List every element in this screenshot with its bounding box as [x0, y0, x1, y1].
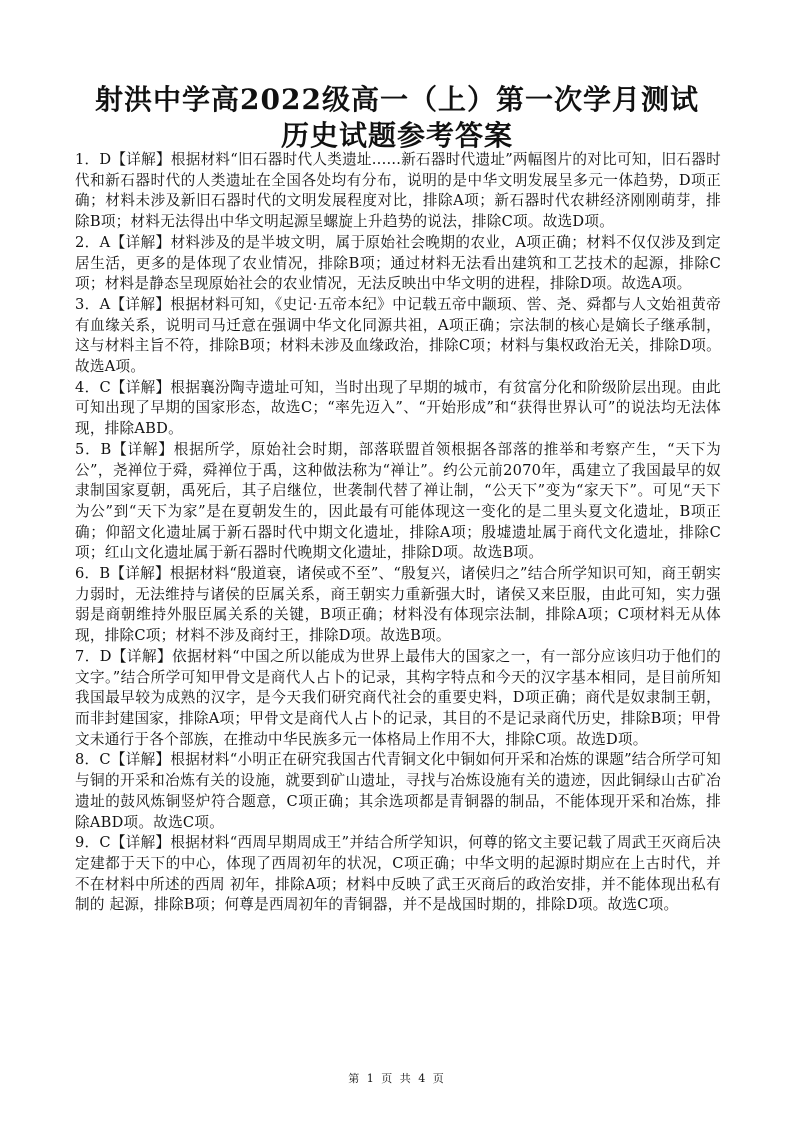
page-number: 第 1 页 共 4 页 — [348, 1072, 446, 1085]
answer-item-1: 1．D【详解】根据材料“旧石器时代人类遗址......新石器时代遗址”两幅图片的对比可知，旧石器时代和新石器时代的人类遗址在全国各处均有分布，说明的是中华文明发展呈多元一体趋势，D项正确；材料未涉及新旧石器时代的文明发展程度对比，排除A项；新石器时代农耕经济刚刚萌芽，排除B项；材料无法得出中华文明起源呈螺旋上升趋势的说法，排除C项。故选D项。 — [75, 151, 721, 231]
answer-item-9: 9．C【详解】根据材料“西周早期周成王”并结合所学知识，何尊的铭文主要记载了周武王灭商后决定建都于天下的中心，体现了西周初年的状况，C项正确；中华文明的起源时期应在上古时代，并不在材料中所述的西周 初年，排除A项；材料中反映了武王灭商后的政治安排，并不能体现出私有制的 起源，排除B项；何尊是西周初年的青铜器，并不是战国时期的，排除D项。故选C项。 — [75, 834, 721, 914]
answer-item-6: 6．B【详解】根据材料“殷道衰，诸侯或不至”、“殷复兴，诸侯归之”结合所学知识可知，商王朝实力弱时，无法维持与诸侯的臣属关系，商王朝实力重新强大时，诸侯又来臣服，由此可知，实力强弱是商朝维持外服臣属关系的关键，B项正确；材料没有体现宗法制，排除A项；C项材料无从体现，排除C项；材料不涉及商纣王，排除D项。故选B项。 — [75, 565, 721, 645]
answer-item-7: 7．D【详解】依据材料“中国之所以能成为世界上最伟大的国家之一，有一部分应该归功于他们的文字。”结合所学可知甲骨文是商代人占卜的记录，其构字特点和今天的汉字基本相同，是目前所知我国最早较为成熟的汉字，是今天我们研究商代社会的重要史料，D项正确；商代是奴隶制王朝，而非封建国家，排除A项；甲骨文是商代人占卜的记录，其目的不是记录商代历史，排除B项；甲骨文未通行于各个部族，在推动中华民族多元一体格局上作用不大，排除C项。故选D项。 — [75, 647, 721, 748]
document-subtitle: 历史试题参考答案 — [280, 119, 513, 152]
answer-item-4: 4．C【详解】根据襄汾陶寺遗址可知，当时出现了早期的城市，有贫富分化和阶级阶层出现。由此可知出现了早期的国家形态，故选C；“率先迈入”、“开始形成”和“获得世界认可”的说法均无法体现，排除ABD。 — [75, 378, 721, 438]
answer-item-8: 8．C【详解】根据材料“小明正在研究我国古代青铜文化中铜如何开采和冶炼的课题”结合所学可知与铜的开采和冶炼有关的设施，就要到矿山遗址，寻找与冶炼设施有关的遗迹，因此铜绿山古矿冶遗址的鼓风炼铜竖炉符合题意，C项正确；其余选项都是青铜器的制品，不能体现开采和冶炼，排除ABD项。故选C项。 — [75, 751, 721, 831]
answer-item-3: 3．A【详解】根据材料可知，《史记·五帝本纪》中记载五帝中颛顼、喾、尧、舜都与人文始祖黄帝有血缘关系，说明司马迁意在强调中华文化同源共祖，A项正确；宗法制的核心是嫡长子继承制，这与材料主旨不符，排除B项；材料未涉及血缘政治，排除C项；材料与集权政治无关，排除D项。故选A项。 — [75, 295, 721, 376]
answer-list — [75, 150, 721, 916]
answer-item-5: 5．B【详解】根据所学，原始社会时期，部落联盟首领根据各部落的推举和考察产生，“天下为公”，尧禅位于舜，舜禅位于禹，这种做法称为“禅让”。约公元前2070年，禹建立了我国最早的奴隶制国家夏朝，禹死后，其子启继位，世袭制代替了禅让制，“公天下”变为“家天下”。可见“天下为公”到“天下为家”是在夏朝发生的，因此最有可能体现这一变化的是二里头夏文化遗址，B项正确；仰韶文化遗址属于新石器时代中期文化遗址，排除A项；殷墟遗址属于商代文化遗址，排除C项；红山文化遗址属于新石器时代晚期文化遗址，排除D项。故选B项。 — [75, 440, 721, 562]
document-title: 射洪中学高2022级高一（上）第一次学月测试 — [95, 83, 699, 116]
answer-item-2: 2．A【详解】材料涉及的是半坡文明，属于原始社会晚期的农业，A项正确；材料不仅仅涉及到定居生活，更多的是体现了农业情况，排除B项；通过材料无法看出建筑和工艺技术的起源，排除C项；材料是静态呈现原始社会的农业情况，无法反映出中华文明的进程，排除D项。故选A项。 — [75, 233, 721, 293]
